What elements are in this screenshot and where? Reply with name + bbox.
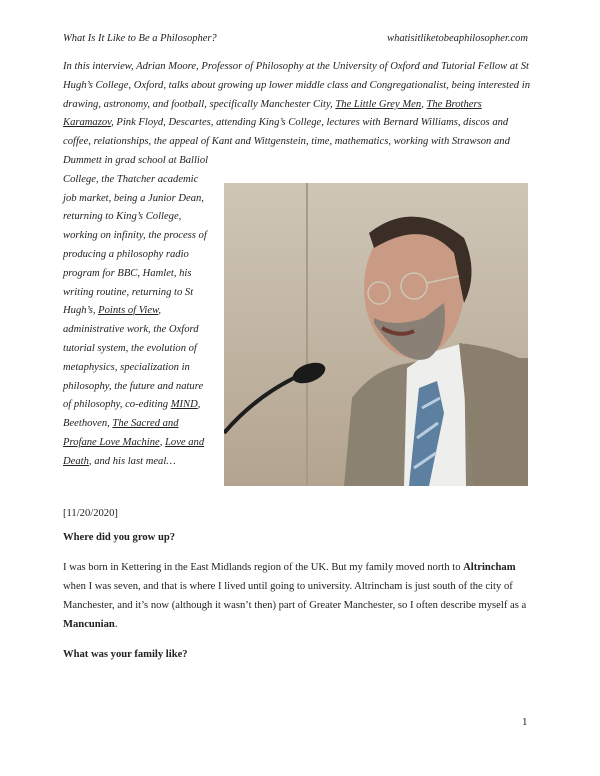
text-line [63,116,508,130]
text-line [63,173,198,187]
text-line [63,192,204,206]
text-line [63,286,193,300]
text-line [63,580,513,594]
text-segment: Hugh’s, [63,305,99,317]
title-link[interactable]: MIND [170,399,198,411]
text-segment: philosophy, the future and nature [63,380,204,392]
text-line [63,248,189,262]
text-segment: I was born in Kettering in the East Midlands region of the UK. But my family moved north to [63,562,464,573]
text-segment: , [159,437,165,448]
text-segment: job market, being a Junior Dean, [63,192,204,204]
running-header-site: whatisitliketobeaphilosopher.com [387,33,528,44]
text-segment: . [114,619,118,630]
text-segment: College, the Thatcher academic [63,173,199,185]
text-line [63,417,179,431]
running-header-title: What Is It Like to Be a Philosopher? [63,33,217,44]
text-line [63,455,176,469]
text-line [63,361,190,375]
text-segment: , [158,305,162,317]
text-segment: of philosophy, co-editing [63,399,171,411]
title-link[interactable]: Points of View [98,305,159,317]
bold-term: Altrincham [463,562,516,573]
text-line [63,210,181,224]
text-line [63,436,204,450]
text-segment: , Pink Floyd, Descartes, attending King’s College, lectures with Bernard Williams, discos and [111,117,509,129]
text-line [63,398,200,412]
text-line [63,561,516,575]
title-link[interactable]: The Little Grey Men [335,98,422,110]
title-link[interactable]: Karamazov [63,117,112,129]
title-link[interactable]: Profane Love Machine [63,437,160,448]
text-segment: , and his last meal… [88,455,176,467]
text-segment: when I was seven, and that is where I lived until going to university. Altrincham is just south of the city of [63,581,513,592]
text-line [63,304,161,318]
text-line [63,60,529,74]
text-segment: Hugh’s College, Oxford, talks about growing up lower middle class and Congregationalist, being interested in [63,79,530,91]
question-heading: What was your family like? [63,649,188,660]
text-segment: , [421,98,427,110]
text-segment: drawing, astronomy, and football, specifically Manchester City, [63,98,336,110]
text-segment: administrative work, the Oxford [63,324,199,336]
text-segment: tutorial system, the evolution of [63,343,197,354]
page-number: 1 [522,716,528,728]
text-segment: working on infinity, the process of [63,230,207,242]
text-segment: In this interview, Adrian Moore, Professor of Philosophy at the University of Oxford and Tutorial Fellow at St [63,61,529,72]
text-segment: metaphysics, specialization in [63,361,190,373]
text-line [63,267,192,281]
text-segment: producing a philosophy radio [63,249,189,260]
text-line [63,323,199,337]
title-link[interactable]: Death [63,455,89,467]
text-segment: Beethoven, [63,418,113,430]
text-segment: coffee, relationships, the appeal of Kant and Wittgenstein, time, mathematics, working with Strawson and [63,136,510,148]
text-segment: program for BBC, Hamlet, his [63,267,192,279]
question-heading: Where did you grow up? [63,532,176,543]
text-line [63,229,207,243]
interview-date: [11/20/2020] [63,508,118,519]
text-line [63,98,482,112]
text-line [63,79,530,93]
text-line [63,599,526,613]
portrait-photo [224,183,528,486]
title-link[interactable]: Love and [165,437,205,448]
text-line [63,135,510,149]
bold-term: Mancunian [63,619,115,630]
text-line [63,618,117,632]
title-link[interactable]: The Sacred and [112,418,179,430]
text-line [63,342,197,356]
text-segment: Dummett in grad school at Balliol [63,155,209,166]
title-link[interactable]: The Brothers [426,98,482,110]
text-line [63,154,208,168]
text-segment: Manchester, and it’s now (although it wasn’t then) part of Greater Manchester, so I often describe myself as a [63,600,527,611]
text-line [63,380,203,394]
text-segment: , [197,399,201,411]
text-segment: writing routine, returning to St [63,286,194,298]
text-segment: returning to King’s College, [63,211,182,223]
